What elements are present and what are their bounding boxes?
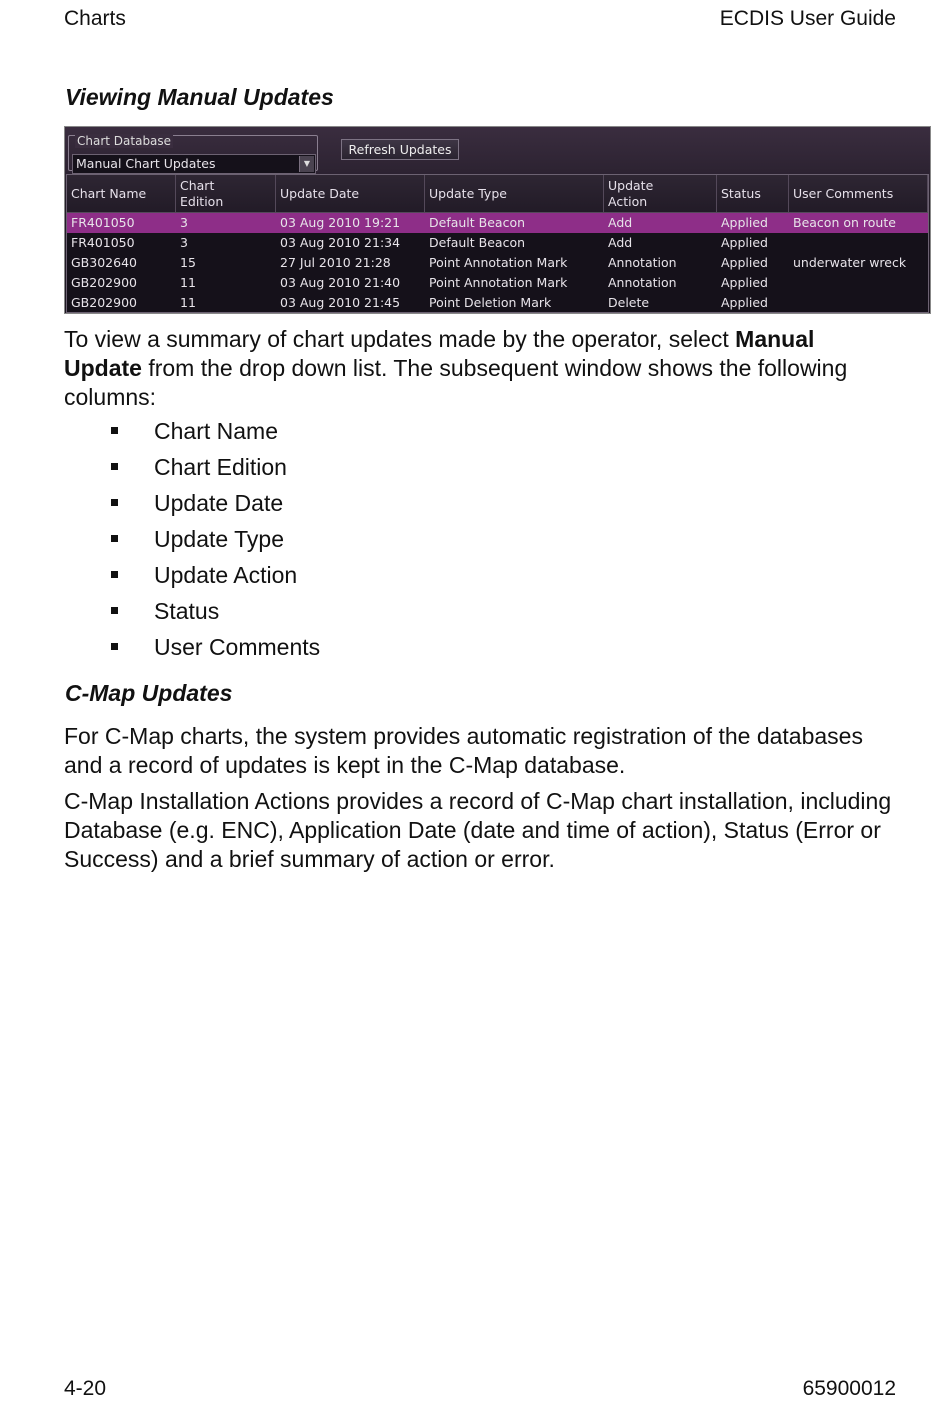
list-item-label: User Comments (154, 634, 321, 660)
column-header[interactable]: Chart Name (67, 175, 176, 213)
bullet-icon (111, 607, 118, 614)
table-cell: FR401050 (71, 235, 135, 250)
chart-database-group (68, 135, 318, 171)
table-cell: Applied (721, 255, 768, 270)
table-cell: underwater wreck (793, 255, 907, 270)
list-item (64, 633, 320, 669)
table-cell: Add (608, 235, 633, 250)
heading-cmap-updates: C-Map Updates (65, 680, 233, 706)
table-cell: 27 Jul 2010 21:28 (280, 255, 391, 270)
table-cell: Delete (608, 295, 650, 310)
cmap-paragraph-1: For C-Map charts, the system provides automatic registration of the databases and a record of updates is kept in the C-Map database. (64, 723, 863, 778)
bullet-icon (111, 535, 118, 542)
list-item (64, 453, 320, 489)
cmap-paragraph-2: C-Map Installation Actions provides a record of C-Map chart installation, including Database (e.g. ENC), Application Date (date and time of action), Status (Error or Success) and a brief summary of action or error. (64, 788, 892, 872)
table-cell: Applied (721, 295, 768, 310)
bullet-icon (111, 499, 118, 506)
table-cell: 03 Aug 2010 21:40 (280, 275, 401, 290)
group-label: Chart Database (77, 134, 172, 148)
list-item-label: Chart Name (154, 418, 278, 444)
table-cell: 03 Aug 2010 21:45 (280, 295, 401, 310)
table-cell: 3 (180, 235, 188, 250)
column-header[interactable]: Status (717, 175, 789, 213)
table-cell: Point Deletion Mark (429, 295, 552, 310)
list-item-label: Update Action (154, 562, 298, 588)
table-cell: Applied (721, 215, 768, 230)
chart-database-screenshot (64, 126, 931, 314)
table-cell: Annotation (608, 275, 677, 290)
table-cell: GB302640 (71, 255, 137, 270)
table-cell (789, 273, 793, 293)
table-cell: 11 (180, 295, 196, 310)
column-header[interactable]: User Comments (789, 175, 928, 213)
list-item (64, 525, 320, 561)
table-cell: Applied (721, 275, 768, 290)
table-cell: Beacon on route (793, 215, 896, 230)
list-item (64, 489, 320, 525)
table-cell: Applied (721, 235, 768, 250)
table-cell: FR401050 (71, 215, 135, 230)
table-cell: 11 (180, 275, 196, 290)
column-header[interactable]: Update Date (276, 175, 425, 213)
database-dropdown[interactable] (72, 154, 316, 174)
list-item (64, 561, 320, 597)
table-row[interactable] (67, 213, 928, 233)
table-cell (789, 293, 793, 313)
table-row[interactable] (67, 273, 928, 293)
updates-table (66, 174, 929, 313)
intro-text-2: from the drop down list. The subsequent window shows the following columns: (64, 355, 848, 410)
table-cell (789, 233, 793, 253)
table-cell: 15 (180, 255, 196, 270)
table-row[interactable] (67, 253, 928, 273)
table-cell: Annotation (608, 255, 677, 270)
list-item-label: Update Type (154, 526, 285, 552)
table-cell: Add (608, 215, 633, 230)
table-cell: Point Annotation Mark (429, 255, 568, 270)
intro-bold: Manual Update (64, 326, 815, 381)
column-header[interactable]: Update Type (425, 175, 604, 213)
bullet-icon (111, 643, 118, 650)
table-cell: Default Beacon (429, 215, 526, 230)
dropdown-value: Manual Chart Updates (76, 156, 216, 171)
table-cell: GB202900 (71, 275, 137, 290)
header-section-title: Charts (64, 7, 126, 30)
header-document-title: ECDIS User Guide (719, 7, 896, 30)
bullet-icon (111, 571, 118, 578)
column-list (64, 417, 320, 669)
bullet-icon (111, 427, 118, 434)
list-item-label: Update Date (154, 490, 284, 516)
table-cell: Default Beacon (429, 235, 526, 250)
list-item (64, 597, 320, 633)
list-item-label: Chart Edition (154, 454, 287, 480)
table-cell: 03 Aug 2010 21:34 (280, 235, 401, 250)
list-item (64, 417, 320, 453)
heading-viewing-manual-updates: Viewing Manual Updates (65, 84, 334, 110)
table-cell: 03 Aug 2010 19:21 (280, 215, 401, 230)
table-row[interactable] (67, 293, 928, 313)
refresh-updates-button[interactable]: Refresh Updates (341, 139, 459, 160)
document-number: 65900012 (802, 1377, 896, 1400)
intro-text-1: To view a summary of chart updates made by the operator, select (64, 326, 736, 352)
bullet-icon (111, 463, 118, 470)
list-item-label: Status (154, 598, 220, 624)
chevron-down-icon[interactable]: ▼ (299, 156, 314, 172)
table-cell: 3 (180, 215, 188, 230)
intro-paragraph (64, 325, 894, 412)
column-header[interactable]: Update Action (604, 175, 717, 213)
table-cell: Point Annotation Mark (429, 275, 568, 290)
page-number: 4-20 (64, 1377, 107, 1400)
table-cell: GB202900 (71, 295, 137, 310)
table-row[interactable] (67, 233, 928, 253)
column-header[interactable]: Chart Edition (176, 175, 276, 213)
